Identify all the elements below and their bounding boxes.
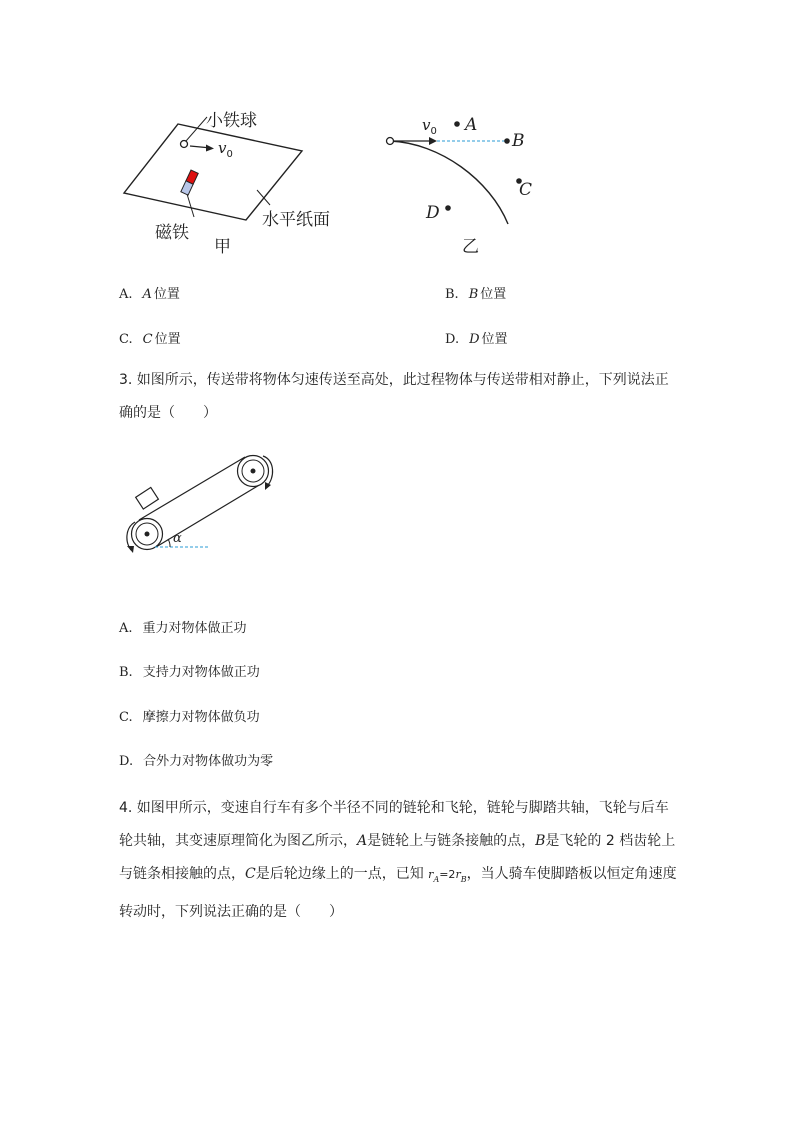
start-point: [387, 138, 394, 145]
iron-ball: [181, 141, 188, 148]
q2-option-d[interactable]: D. D 位置: [445, 332, 508, 347]
lower-rotation-arrowhead: [127, 546, 134, 553]
q2-option-c[interactable]: C. C 位置: [119, 332, 181, 347]
magnet-leader-line: [187, 194, 194, 217]
q2-option-a[interactable]: A. A 位置: [119, 287, 180, 302]
q3-option-a[interactable]: A. 重力对物体做正功: [119, 621, 247, 636]
q4-stem-line2: 轮共轴，其变速原理简化为图乙所示，A是链轮上与链条接触的点，B是飞轮的 2 档齿轮上: [119, 833, 676, 849]
label-paper: 水平纸面: [262, 210, 330, 230]
upper-pulley-axle: [251, 469, 256, 474]
q4-stem-line3: 与链条相接触的点，C是后轮边缘上的一点，已知 $r_A=2r_B$，当人骑车使脚踏板以恒定角速度: [119, 866, 677, 884]
q3-option-d[interactable]: D. 合外力对物体做功为零: [119, 754, 274, 769]
label-magnet: 磁铁: [155, 223, 189, 243]
q3-option-b[interactable]: B. 支持力对物体做正功: [119, 665, 260, 680]
q4-stem-line4: 转动时，下列说法正确的是（ ）: [119, 903, 343, 920]
caption-jia: 甲: [214, 237, 231, 257]
label-v0-jia: $v_0$: [218, 139, 233, 160]
trajectory-curve: [390, 141, 508, 224]
lower-pulley-axle: [145, 532, 150, 537]
angle-label: α: [173, 531, 182, 546]
q3-stem-line2: 确的是（ ）: [119, 405, 217, 421]
conveyor-figure: [115, 450, 290, 560]
caption-yi: 乙: [462, 237, 479, 257]
label-C: C: [519, 180, 533, 200]
belt-lower: [156, 484, 261, 547]
velocity-arrowhead-jia: [206, 145, 214, 152]
point-A: [454, 121, 460, 127]
point-D: [445, 205, 451, 211]
magnet-icon: [181, 170, 198, 195]
q3-option-c[interactable]: C. 摩擦力对物体做负功: [119, 710, 260, 725]
label-v0-yi: $v_0$: [422, 116, 437, 137]
label-B: B: [512, 131, 525, 151]
conveyor-box: [136, 487, 159, 509]
belt-upper: [139, 457, 245, 520]
q2-option-b[interactable]: B. B 位置: [445, 287, 507, 302]
q4-stem-line1: 4. 如图甲所示，变速自行车有多个半径不同的链轮和飞轮，链轮与脚踏共轴，飞轮与后车: [119, 800, 669, 816]
label-D: D: [426, 203, 440, 223]
q3-stem-line1: 3. 如图所示，传送带将物体匀速传送至高处，此过程物体与传送带相对静止，下列说法正: [119, 372, 669, 388]
q4-stem: [119, 792, 709, 929]
velocity-arrowhead-yi: [429, 137, 437, 145]
label-iron-ball: 小铁球: [206, 111, 257, 131]
label-A: A: [465, 115, 478, 135]
q3-stem: [119, 364, 699, 430]
upper-rotation-arrowhead: [265, 482, 271, 490]
angle-arc: [168, 539, 170, 547]
point-B: [504, 138, 510, 144]
